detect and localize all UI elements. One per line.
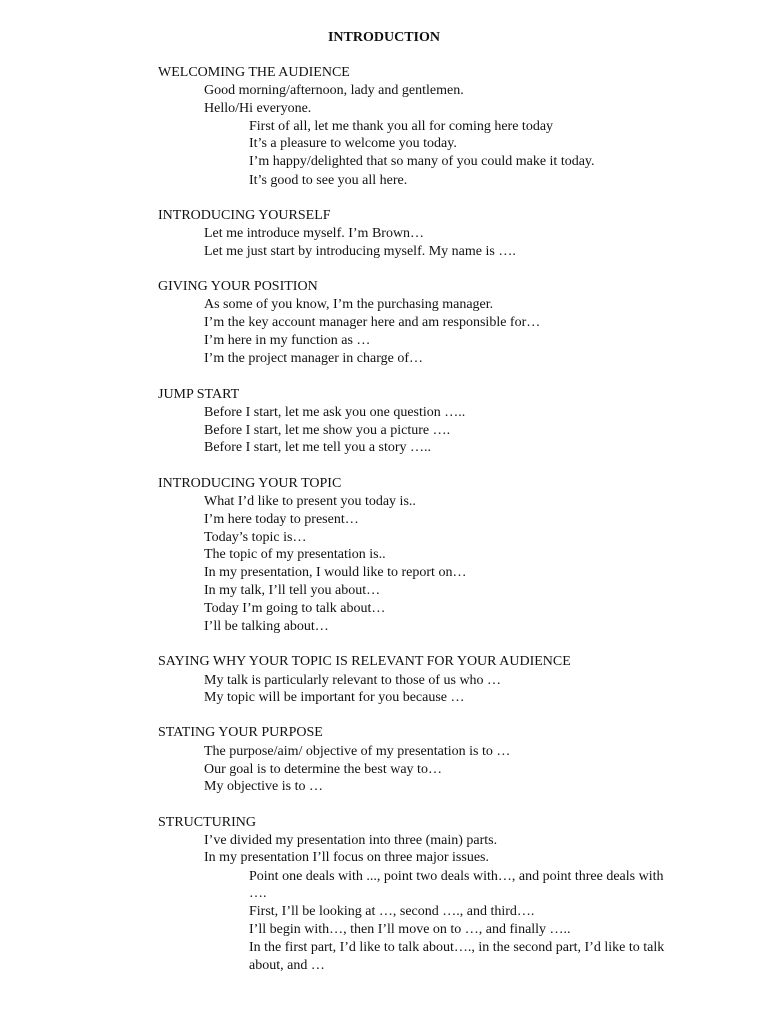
section-heading: SAYING WHY YOUR TOPIC IS RELEVANT FOR YOUR AUDIENCE	[158, 654, 571, 669]
phrase-line: It’s a pleasure to welcome you today.	[249, 136, 457, 151]
phrase-line: In my presentation I’ll focus on three major issues.	[204, 850, 489, 865]
phrase-line: As some of you know, I’m the purchasing manager.	[204, 297, 494, 312]
phrase-line: I’m here in my function as …	[204, 333, 371, 348]
phrase-line: I’ll be talking about…	[204, 619, 329, 634]
phrase-line: In my talk, I’ll tell you about…	[204, 583, 381, 598]
phrase-line: Good morning/afternoon, lady and gentlemen.	[204, 83, 464, 98]
phrase-line: First of all, let me thank you all for coming here today	[249, 119, 554, 134]
phrase-line: about, and …	[249, 958, 325, 973]
phrase-line: Today’s topic is…	[204, 530, 307, 545]
phrase-line: I’m the project manager in charge of…	[204, 351, 423, 366]
section-heading: JUMP START	[158, 387, 240, 402]
phrase-line: Point one deals with ..., point two deals with…, and point three deals with	[249, 869, 664, 884]
section-heading: GIVING YOUR POSITION	[158, 279, 318, 294]
phrase-line: The topic of my presentation is..	[204, 547, 386, 562]
phrase-line: My objective is to …	[204, 779, 323, 794]
section-heading: STRUCTURING	[158, 815, 257, 830]
section-heading: INTRODUCING YOUR TOPIC	[158, 476, 342, 491]
phrase-line: My talk is particularly relevant to those of us who …	[204, 673, 502, 688]
phrase-line: I’m here today to present…	[204, 512, 359, 527]
phrase-line: Today I’m going to talk about…	[204, 601, 386, 616]
phrase-line: Before I start, let me show you a picture ….	[204, 423, 451, 438]
phrase-line: Let me introduce myself. I’m Brown…	[204, 226, 425, 241]
section-heading: INTRODUCING YOURSELF	[158, 208, 331, 223]
phrase-line: First, I’ll be looking at …, second …., and third….	[249, 904, 535, 919]
phrase-line: Before I start, let me tell you a story …..	[204, 440, 432, 455]
phrase-line: I’m the key account manager here and am responsible for…	[204, 315, 541, 330]
phrase-line: Let me just start by introducing myself. My name is ….	[204, 244, 516, 259]
phrase-line: I’m happy/delighted that so many of you could make it today.	[249, 154, 595, 169]
phrase-line: I’ve divided my presentation into three (main) parts.	[204, 833, 498, 848]
phrase-line: What I’d like to present you today is..	[204, 494, 416, 509]
phrase-line: My topic will be important for you because …	[204, 690, 465, 705]
phrase-line: In my presentation, I would like to report on…	[204, 565, 467, 580]
section-heading: WELCOMING THE AUDIENCE	[158, 65, 350, 80]
phrase-line: It’s good to see you all here.	[249, 173, 408, 188]
phrase-line: The purpose/aim/ objective of my presentation is to …	[204, 744, 511, 759]
phrase-line: I’ll begin with…, then I’ll move on to …, and finally …..	[249, 922, 571, 937]
phrase-line: ….	[249, 886, 267, 901]
section-heading: STATING YOUR PURPOSE	[158, 725, 323, 740]
page-title: INTRODUCTION	[327, 30, 440, 45]
phrase-line: In the first part, I’d like to talk about…., in the second part, I’d like to talk	[249, 940, 665, 955]
phrase-line: Hello/Hi everyone.	[204, 101, 312, 116]
phrase-line: Before I start, let me ask you one question …..	[204, 405, 466, 420]
phrase-line: Our goal is to determine the best way to…	[204, 762, 442, 777]
